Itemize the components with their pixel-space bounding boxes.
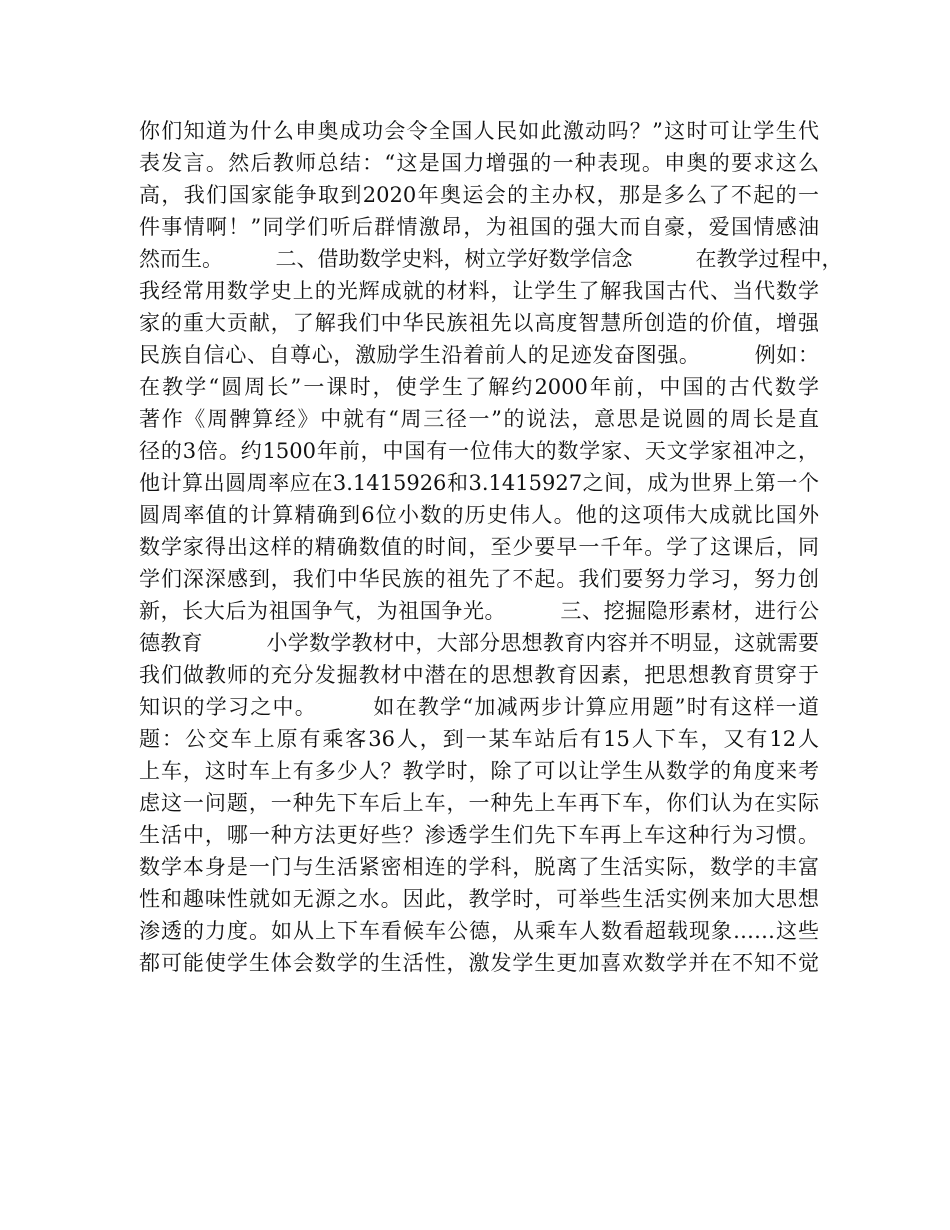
text-line: 学们深深感到，我们中华民族的祖先了不起。我们要努力学习，努力创 (139, 567, 819, 591)
body-text (139, 115, 843, 979)
text-line: 数学家得出这样的精确数值的时间，至少要早一千年。学了这课后，同 (139, 535, 819, 559)
text-line: 数学本身是一门与生活紧密相连的学科，脱离了生活实际，数学的丰富 (139, 855, 819, 879)
text-line: 径的3倍。约1500年前，中国有一位伟大的数学家、天文学家祖冲之， (139, 439, 819, 463)
text-line: 民族自信心、自尊心，激励学生沿着前人的足迹发奋图强。 例如： (139, 343, 819, 367)
text-line: 你们知道为什么申奥成功会令全国人民如此激动吗？”这时可让学生代 (139, 119, 819, 143)
text-line: 件事情啊！”同学们听后群情激昂，为祖国的强大而自豪，爱国情感油 (139, 215, 819, 239)
text-line: 都可能使学生体会数学的生活性，激发学生更加喜欢数学并在不知不觉 (139, 951, 819, 975)
text-line: 圆周率值的计算精确到6位小数的历史伟人。他的这项伟大成就比国外 (139, 503, 819, 527)
text-line: 我经常用数学史上的光辉成就的材料，让学生了解我国古代、当代数学 (139, 279, 819, 303)
text-line: 著作《周髀算经》中就有“周三径一”的说法，意思是说圆的周长是直 (139, 407, 819, 431)
text-line: 生活中，哪一种方法更好些？渗透学生们先下车再上车这种行为习惯。 (139, 823, 819, 847)
text-line: 题：公交车上原有乘客36人，到一某车站后有15人下车，又有12人 (139, 727, 819, 751)
text-line: 然而生。 二、借助数学史料，树立学好数学信念 在教学过程中， (139, 247, 843, 271)
text-line: 他计算出圆周率应在3.1415926和3.1415927之间，成为世界上第一个 (139, 471, 819, 495)
text-line: 德教育 小学数学教材中，大部分思想教育内容并不明显，这就需要 (139, 631, 819, 655)
text-line: 高，我们国家能争取到2020年奥运会的主办权，那是多么了不起的一 (139, 183, 819, 207)
text-line: 性和趣味性就如无源之水。因此，教学时，可举些生活实例来加大思想 (139, 887, 819, 911)
text-line: 在教学“圆周长”一课时，使学生了解约2000年前，中国的古代数学 (139, 375, 819, 399)
text-line: 我们做教师的充分发掘教材中潜在的思想教育因素，把思想教育贯穿于 (139, 663, 819, 687)
text-line: 表发言。然后教师总结：“这是国力增强的一种表现。申奥的要求这么 (139, 151, 819, 175)
text-line: 上车，这时车上有多少人？教学时，除了可以让学生从数学的角度来考 (139, 759, 819, 783)
text-line: 渗透的力度。如从上下车看候车公德，从乘车人数看超载现象……这些 (139, 919, 819, 943)
text-line: 家的重大贡献，了解我们中华民族祖先以高度智慧所创造的价值，增强 (139, 311, 819, 335)
text-line: 新，长大后为祖国争气，为祖国争光。 三、挖掘隐形素材，进行公 (139, 599, 819, 623)
text-line: 虑这一问题，一种先下车后上车，一种先上车再下车，你们认为在实际 (139, 791, 819, 815)
text-line: 知识的学习之中。 如在教学“加减两步计算应用题”时有这样一道 (139, 695, 819, 719)
